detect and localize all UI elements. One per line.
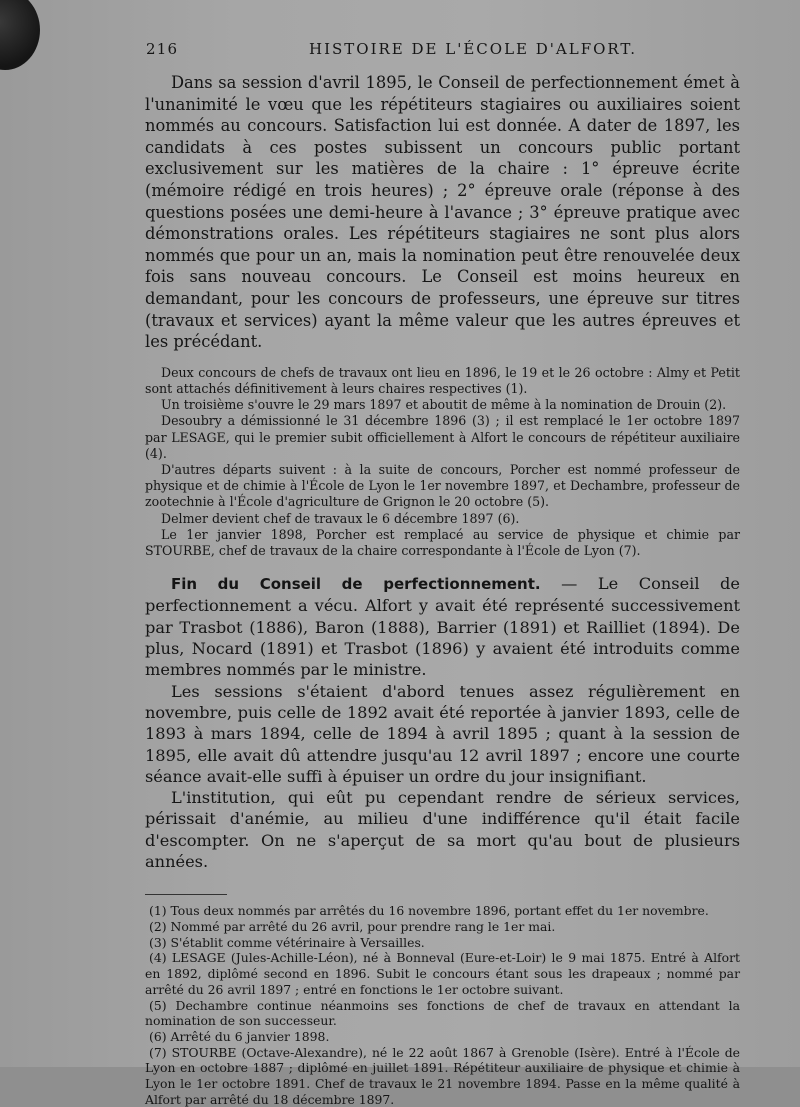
running-title: HISTOIRE DE L'ÉCOLE D'ALFORT.: [309, 40, 637, 58]
footnote: (5) Dechambre continue néanmoins ses fonctions de chef de travaux en attendant la nomination de son successeur.: [145, 997, 740, 1029]
footnote: (1) Tous deux nommés par arrêtés du 16 novembre 1896, portant effet du 1er novembre.: [149, 903, 709, 919]
small-paragraph: Le 1er janvier 1898, Porcher est remplacé au service de physique et chimie par STOURBE, chef de travaux de la chaire correspondante à l'École de Lyon (7).: [145, 526, 740, 558]
section-lead-text: — Le Conseil de perfectionnement a vécu. Alfort y avait été représenté successivement par Trasbot (1886), Baron (1888), Barrier (1891) et Railliet (1894). De plus, Nocard (1891) et Trasbot (1896) y avaient été introduits comme membres nommés par le ministre.: [145, 574, 740, 680]
section-paragraph: Les sessions s'étaient d'abord tenues assez régulièrement en novembre, puis celle de 1892 avait été reportée à janvier 1893, celle de 1893 à mars 1894, celle de 1894 à avril 1895 ; quant à la session de 1895, elle avait dû attendre jusqu'au 12 avril 1897 ; encore une courte séance avait-elle suffi à épuiser un ordre du jour insignifiant.: [145, 681, 740, 786]
footnote-divider: [145, 894, 227, 895]
small-paragraph: Delmer devient chef de travaux le 6 décembre 1897 (6).: [161, 510, 520, 526]
small-paragraph: Desoubry a démissionné le 31 décembre 1896 (3) ; il est remplacé le 1er octobre 1897 par LESAGE, qui le premier subit officiellement à Alfort le concours de répétiteur auxiliaire (4).: [145, 413, 740, 461]
small-print-block: [145, 365, 740, 559]
footnote: (6) Arrêté du 6 janvier 1898.: [149, 1028, 330, 1044]
section-paragraph: L'institution, qui eût pu cependant rendre de sérieux services, périssait d'anémie, au milieu d'une indifférence qu'il était facile d'escompter. On ne s'aperçut de sa mort qu'au bout de plusieurs années.: [145, 788, 740, 872]
section-lead-paragraph: [145, 573, 740, 680]
thumb-shadow: [0, 0, 40, 70]
section-title: Fin du Conseil de perfectionnement.: [171, 575, 541, 594]
small-paragraph: D'autres départs suivent : à la suite de concours, Porcher est nommé professeur de physique et de chimie à l'École de Lyon le 1er novembre 1897, et Dechambre, professeur de zootechnie à l'École d'agriculture de Grignon le 20 octobre (5).: [145, 461, 740, 510]
small-paragraph: Un troisième s'ouvre le 29 mars 1897 et aboutit de même à la nomination de Drouin (2).: [161, 397, 727, 413]
footnote: (2) Nommé par arrêté du 26 avril, pour prendre rang le 1er mai.: [149, 919, 556, 935]
page-number: 216: [146, 40, 179, 58]
footnote: (3) S'établit comme vétérinaire à Versailles.: [149, 934, 425, 950]
intro-paragraph: Dans sa session d'avril 1895, le Conseil de perfectionnement émet à l'unanimité le vœu que les répétiteurs stagiaires ou auxiliaires soient nommés au concours. Satisfaction lui est donnée. A dater de 1897, les candidats à ces postes subissent un concours public portant exclusivement sur les matières de la chaire : 1° épreuve écrite (mémoire rédigé en trois heures) ; 2° épreuve orale (réponse à des questions posées une demi-heure à l'avance ; 3° épreuve pratique avec démonstrations orales. Les répétiteurs stagiaires ne sont plus alors nommés que pour un an, mais la nomination peut être renouvelée deux fois sans nouveau concours. Le Conseil est moins heureux en demandant, pour les concours de professeurs, une épreuve sur titres (travaux et services) ayant la même valeur que les autres épreuves et les précédant.: [145, 73, 740, 352]
footnotes: [145, 903, 740, 1107]
page-header: [146, 40, 740, 58]
small-paragraph: Deux concours de chefs de travaux ont lieu en 1896, le 19 et le 26 octobre : Almy et Petit sont attachés définitivement à leurs chaires respectives (1).: [145, 364, 740, 396]
footnote: (4) LESAGE (Jules-Achille-Léon), né à Bonneval (Eure-et-Loir) le 9 mai 1875. Entré à Alfort en 1892, diplômé second en 1896. Subit le concours étant sous les drapeaux ; nommé par arrêté du 26 avril 1897 ; entré en fonctions le 1er octobre suivant.: [145, 950, 740, 997]
section-fin-du-conseil: [145, 573, 740, 872]
footnote: (7) STOURBE (Octave-Alexandre), né le 22 août 1867 à Grenoble (Isère). Entré à l'École de Lyon en octobre 1887 ; diplômé en juillet 1891. Répétiteur auxiliaire de physique et chimie à Lyon le 1er octobre 1891. Chef de travaux le 21 novembre 1894. Passe en la même qualité à Alfort par arrêté du 18 décembre 1897.: [145, 1044, 740, 1107]
page-body: [145, 72, 740, 1107]
